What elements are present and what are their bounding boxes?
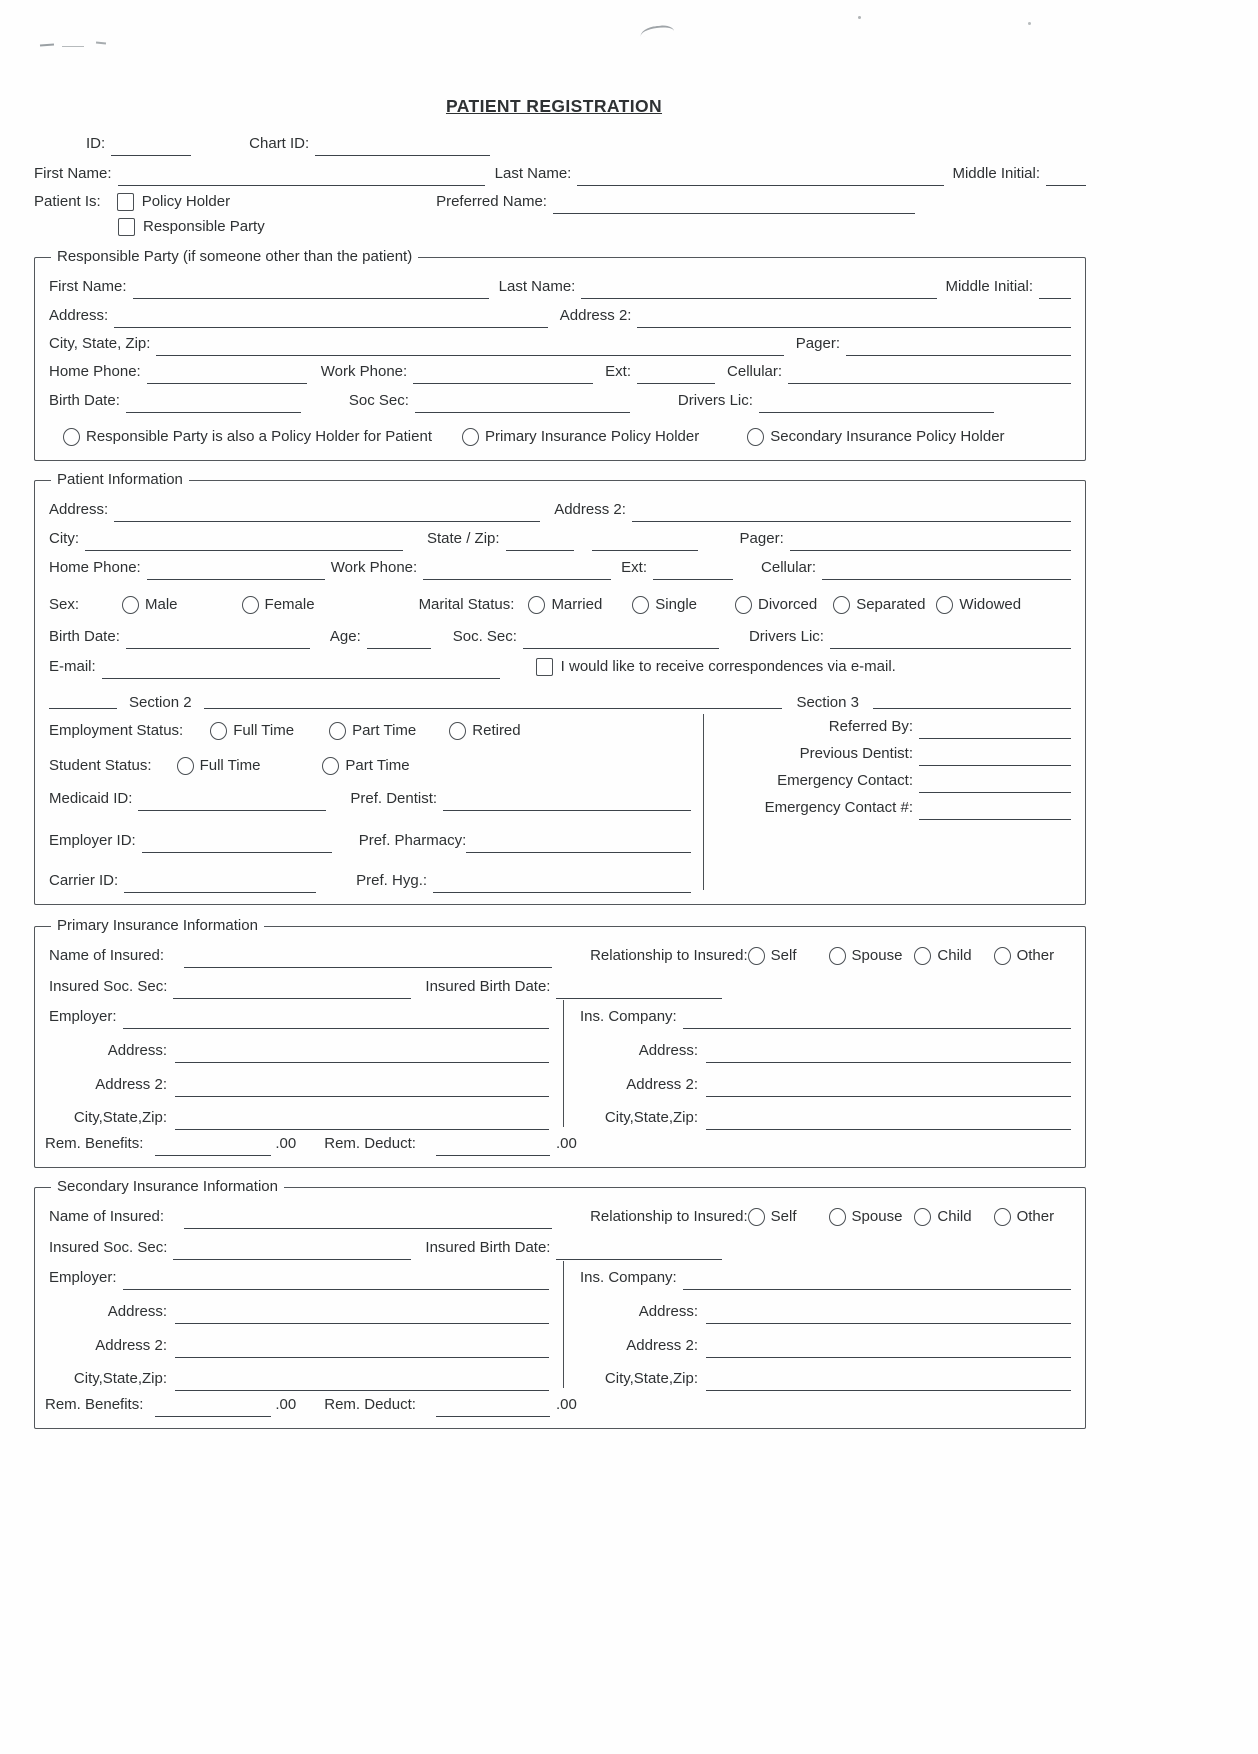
pi-age-line[interactable] — [367, 630, 431, 649]
pi-pref-pharmacy-label: Pref. Pharmacy: — [358, 832, 467, 849]
pri-relationship-spouse-label: Spouse — [851, 947, 903, 964]
sec-relationship-other-label: Other — [1016, 1208, 1055, 1225]
pi-student-fulltime-radio[interactable] — [177, 757, 194, 775]
rp-secondary-policy-holder-radio[interactable] — [747, 428, 764, 446]
chart-id-label: Chart ID: — [249, 135, 310, 152]
pri-employer-address2-label: Address 2: — [95, 1076, 167, 1093]
pri-company-address-label: Address: — [638, 1042, 698, 1059]
pi-state-zip-label: State / Zip: — [427, 530, 500, 547]
rp-birth-date-line[interactable] — [126, 394, 301, 413]
sec-company-city-state-zip-label: City,State,Zip: — [604, 1370, 698, 1387]
pi-pager-label: Pager: — [739, 530, 784, 547]
pi-marital-widowed-radio[interactable] — [936, 596, 953, 614]
pi-state-line[interactable] — [506, 532, 574, 551]
sec-rem-deduct-line[interactable] — [436, 1398, 550, 1417]
pri-insured-soc-sec-label: Insured Soc. Sec: — [49, 978, 168, 995]
pi-pref-hyg-line[interactable] — [433, 874, 691, 893]
section2-right-rule — [204, 690, 783, 709]
rp-city-state-zip-label: City, State, Zip: — [49, 335, 151, 352]
pri-company-city-state-zip-line[interactable] — [706, 1111, 1071, 1130]
pi-medicaid-id-label: Medicaid ID: — [49, 790, 133, 807]
rp-ext-line[interactable] — [637, 365, 715, 384]
responsible-party-legend: Responsible Party (if someone other than the patient) — [57, 248, 413, 265]
sec-company-address-line[interactable] — [706, 1305, 1071, 1324]
pi-cellular-label: Cellular: — [761, 559, 817, 576]
sec-company-column — [564, 1261, 1071, 1388]
responsible-party-section — [34, 248, 1086, 461]
pi-pager-line[interactable] — [790, 532, 1071, 551]
pri-insured-birth-date-line[interactable] — [556, 980, 722, 999]
pi-cellular-line[interactable] — [822, 561, 1071, 580]
pri-insured-birth-date-label: Insured Birth Date: — [425, 978, 551, 995]
pi-zip-line[interactable] — [592, 532, 698, 551]
id-label: ID: — [86, 135, 106, 152]
patient-is-label: Patient Is: — [34, 193, 101, 210]
pri-relationship-self-radio[interactable] — [748, 947, 765, 965]
pi-student-parttime-radio[interactable] — [322, 757, 339, 775]
pi-carrier-id-label: Carrier ID: — [49, 872, 119, 889]
pi-marital-separated-radio[interactable] — [833, 596, 850, 614]
chart-id-line[interactable] — [315, 137, 490, 156]
rp-home-phone-line[interactable] — [147, 365, 307, 384]
sec-employer-city-state-zip-line[interactable] — [175, 1372, 549, 1391]
section2-left-rule — [49, 690, 117, 709]
pi-employer-id-label: Employer ID: — [49, 832, 136, 849]
pri-rem-deduct-suffix: .00 — [555, 1135, 577, 1152]
sec-insured-soc-sec-line[interactable] — [173, 1241, 411, 1260]
pi-previous-dentist-label: Previous Dentist: — [799, 745, 913, 762]
pri-relationship-label: Relationship to Insured: — [590, 947, 748, 964]
sec-name-of-insured-label: Name of Insured: — [49, 1208, 165, 1225]
pri-relationship-spouse-radio[interactable] — [829, 947, 846, 965]
pi-marital-divorced-label: Divorced — [758, 596, 818, 613]
sec-employer-address2-label: Address 2: — [95, 1337, 167, 1354]
pri-rem-benefits-suffix: .00 — [275, 1135, 297, 1152]
pi-address-line[interactable] — [114, 503, 540, 522]
pi-marital-divorced-radio[interactable] — [735, 596, 752, 614]
rp-last-name-label: Last Name: — [498, 278, 576, 295]
sec-ins-company-label: Ins. Company: — [580, 1269, 677, 1286]
responsible-party-checkbox[interactable] — [118, 218, 135, 236]
pri-relationship-other-label: Other — [1016, 947, 1055, 964]
sec-company-address-label: Address: — [638, 1303, 698, 1320]
preferred-name-line[interactable] — [553, 195, 915, 214]
pi-city-line[interactable] — [85, 532, 403, 551]
first-name-label: First Name: — [34, 165, 112, 182]
sec-insured-soc-sec-label: Insured Soc. Sec: — [49, 1239, 168, 1256]
sec-relationship-child-label: Child — [937, 1208, 972, 1225]
pi-employment-parttime-radio[interactable] — [329, 722, 346, 740]
pi-marital-widowed-label: Widowed — [959, 596, 1022, 613]
last-name-line[interactable] — [577, 167, 944, 186]
rp-pager-label: Pager: — [795, 335, 840, 352]
rp-primary-policy-holder-label: Primary Insurance Policy Holder — [485, 428, 700, 445]
pri-company-address2-line[interactable] — [706, 1078, 1071, 1097]
pi-drivers-lic-label: Drivers Lic: — [748, 628, 824, 645]
pi-pref-hyg-label: Pref. Hyg.: — [356, 872, 428, 889]
secondary-insurance-columns — [49, 1261, 1071, 1388]
rp-middle-initial-line[interactable] — [1039, 280, 1071, 299]
rp-soc-sec-line[interactable] — [415, 394, 630, 413]
pi-marital-married-radio[interactable] — [528, 596, 545, 614]
pi-pref-pharmacy-line[interactable] — [466, 834, 691, 853]
pi-marital-status-label: Marital Status: — [418, 596, 515, 613]
sec-employer-address-label: Address: — [107, 1303, 167, 1320]
rp-soc-sec-label: Soc Sec: — [348, 392, 409, 409]
rp-address2-label: Address 2: — [559, 307, 632, 324]
sec-employer-city-state-zip-label: City,State,Zip: — [73, 1370, 167, 1387]
sec-relationship-self-label: Self — [770, 1208, 797, 1225]
sec-relationship-other-radio[interactable] — [994, 1208, 1011, 1226]
scan-artifact — [40, 44, 54, 47]
policy-holder-checkbox[interactable] — [117, 193, 134, 211]
sec-employer-column — [49, 1261, 563, 1388]
pi-sex-male-label: Male — [145, 596, 178, 613]
pi-marital-single-radio[interactable] — [632, 596, 649, 614]
pi-ext-label: Ext: — [621, 559, 648, 576]
pri-company-city-state-zip-label: City,State,Zip: — [604, 1109, 698, 1126]
id-line[interactable] — [111, 137, 191, 156]
sec-rem-benefits-suffix: .00 — [275, 1396, 297, 1413]
last-name-label: Last Name: — [494, 165, 572, 182]
secondary-insurance-section — [34, 1178, 1086, 1429]
pi-marital-separated-label: Separated — [856, 596, 926, 613]
preferred-name-label: Preferred Name: — [436, 193, 547, 210]
pi-medicaid-id-line[interactable] — [138, 792, 326, 811]
sec-relationship-spouse-label: Spouse — [851, 1208, 903, 1225]
sec-ins-company-line[interactable] — [683, 1271, 1071, 1290]
page-title: PATIENT REGISTRATION — [445, 96, 663, 116]
pri-rem-benefits-label: Rem. Benefits: — [45, 1135, 144, 1152]
sec-insured-birth-date-label: Insured Birth Date: — [425, 1239, 551, 1256]
rp-work-phone-line[interactable] — [413, 365, 593, 384]
pi-pref-dentist-line[interactable] — [443, 792, 691, 811]
rp-work-phone-label: Work Phone: — [320, 363, 408, 380]
patient-information-legend: Patient Information — [57, 471, 183, 488]
responsible-party-option-label: Responsible Party — [143, 218, 265, 235]
rp-address-label: Address: — [49, 307, 109, 324]
pi-age-label: Age: — [329, 628, 361, 645]
pi-sex-female-radio[interactable] — [242, 596, 259, 614]
pi-previous-dentist-line[interactable] — [919, 747, 1071, 766]
pi-soc-sec-line[interactable] — [523, 630, 719, 649]
rp-drivers-lic-label: Drivers Lic: — [677, 392, 753, 409]
pi-address-label: Address: — [49, 501, 109, 518]
rp-cellular-line[interactable] — [788, 365, 1071, 384]
pri-employer-column — [49, 1000, 563, 1127]
rp-first-name-label: First Name: — [49, 278, 127, 295]
sec-company-address2-label: Address 2: — [626, 1337, 698, 1354]
first-name-line[interactable] — [118, 167, 485, 186]
pi-marital-married-label: Married — [551, 596, 603, 613]
pi-city-label: City: — [49, 530, 79, 547]
pi-ext-line[interactable] — [653, 561, 733, 580]
sec-company-city-state-zip-line[interactable] — [706, 1372, 1071, 1391]
sec-rem-benefits-line[interactable] — [155, 1398, 271, 1417]
rp-birth-date-label: Birth Date: — [49, 392, 120, 409]
section3-label: Section 3 — [796, 694, 859, 711]
pi-referred-by-label: Referred By: — [828, 718, 913, 735]
pi-employer-id-line[interactable] — [142, 834, 332, 853]
sec-name-of-insured-line[interactable] — [184, 1210, 552, 1229]
sec-employer-label: Employer: — [49, 1269, 117, 1286]
pi-sex-label: Sex: — [49, 596, 80, 613]
middle-initial-line[interactable] — [1046, 167, 1086, 186]
pi-carrier-id-line[interactable] — [124, 874, 316, 893]
rp-last-name-line[interactable] — [581, 280, 937, 299]
scan-artifact — [858, 16, 861, 19]
pi-work-phone-line[interactable] — [423, 561, 611, 580]
pi-address2-line[interactable] — [632, 503, 1071, 522]
pi-birth-date-line[interactable] — [126, 630, 310, 649]
sec-relationship-child-radio[interactable] — [914, 1208, 931, 1226]
section2-label: Section 2 — [129, 694, 192, 711]
pri-company-address-line[interactable] — [706, 1044, 1071, 1063]
pi-employment-status-label: Employment Status: — [49, 722, 184, 739]
primary-insurance-columns — [49, 1000, 1071, 1127]
pi-email-optin-checkbox[interactable] — [536, 658, 553, 676]
pri-rem-benefits-line[interactable] — [155, 1137, 271, 1156]
pi-email-line[interactable] — [102, 660, 500, 679]
pi-soc-sec-label: Soc. Sec: — [452, 628, 517, 645]
rp-pager-line[interactable] — [846, 337, 1071, 356]
secondary-insurance-legend: Secondary Insurance Information — [57, 1178, 278, 1195]
pri-company-column — [564, 1000, 1071, 1127]
pri-ins-company-label: Ins. Company: — [580, 1008, 677, 1025]
pi-student-status-label: Student Status: — [49, 757, 152, 774]
pri-name-of-insured-label: Name of Insured: — [49, 947, 165, 964]
scan-artifact — [640, 24, 675, 37]
pri-name-of-insured-line[interactable] — [184, 949, 552, 968]
pri-rem-deduct-line[interactable] — [436, 1137, 550, 1156]
rp-policy-holder-patient-label: Responsible Party is also a Policy Holder for Patient — [86, 428, 432, 445]
rp-drivers-lic-line[interactable] — [759, 394, 994, 413]
sec-rem-deduct-suffix: .00 — [555, 1396, 577, 1413]
pi-employment-fulltime-label: Full Time — [233, 722, 295, 739]
pi-student-parttime-label: Part Time — [345, 757, 410, 774]
pi-employment-fulltime-radio[interactable] — [210, 722, 227, 740]
pri-employer-address2-line[interactable] — [175, 1078, 549, 1097]
rp-ext-label: Ext: — [605, 363, 632, 380]
pi-emergency-contact-label: Emergency Contact: — [777, 772, 913, 789]
pri-employer-address-label: Address: — [107, 1042, 167, 1059]
rp-policy-holder-patient-radio[interactable] — [63, 428, 80, 446]
pi-employment-parttime-label: Part Time — [352, 722, 417, 739]
pi-pref-dentist-label: Pref. Dentist: — [350, 790, 438, 807]
rp-cellular-label: Cellular: — [727, 363, 783, 380]
scan-artifact — [1028, 22, 1031, 25]
sec-rem-benefits-label: Rem. Benefits: — [45, 1396, 144, 1413]
primary-insurance-legend: Primary Insurance Information — [57, 917, 258, 934]
patient-information-section — [34, 471, 1086, 905]
pi-employment-retired-label: Retired — [472, 722, 521, 739]
section3-right-rule — [873, 690, 1071, 709]
sec-company-address2-line[interactable] — [706, 1339, 1071, 1358]
pri-employer-city-state-zip-label: City,State,Zip: — [73, 1109, 167, 1126]
pi-emergency-contact-number-line[interactable] — [919, 801, 1071, 820]
rp-address2-line[interactable] — [637, 309, 1071, 328]
pi-email-label: E-mail: — [49, 658, 96, 675]
pri-employer-city-state-zip-line[interactable] — [175, 1111, 549, 1130]
pi-marital-single-label: Single — [655, 596, 697, 613]
middle-initial-label: Middle Initial: — [952, 165, 1041, 182]
section3-column — [704, 714, 1071, 890]
section2-column — [49, 714, 703, 890]
rp-primary-policy-holder-radio[interactable] — [462, 428, 479, 446]
primary-insurance-section — [34, 917, 1086, 1168]
pi-referred-by-line[interactable] — [919, 720, 1071, 739]
scan-artifact — [62, 46, 84, 47]
sec-relationship-self-radio[interactable] — [748, 1208, 765, 1226]
pri-ins-company-line[interactable] — [683, 1010, 1071, 1029]
section2-section3-columns — [49, 714, 1071, 890]
policy-holder-option-label: Policy Holder — [141, 193, 231, 210]
pri-employer-line[interactable] — [123, 1010, 549, 1029]
pri-company-address2-label: Address 2: — [626, 1076, 698, 1093]
pi-birth-date-label: Birth Date: — [49, 628, 120, 645]
pri-insured-soc-sec-line[interactable] — [173, 980, 411, 999]
rp-secondary-policy-holder-label: Secondary Insurance Policy Holder — [770, 428, 1005, 445]
pri-relationship-child-label: Child — [937, 947, 972, 964]
rp-first-name-line[interactable] — [133, 280, 489, 299]
pi-sex-male-radio[interactable] — [122, 596, 139, 614]
sec-relationship-spouse-radio[interactable] — [829, 1208, 846, 1226]
pi-sex-female-label: Female — [264, 596, 315, 613]
pri-rem-deduct-label: Rem. Deduct: — [324, 1135, 416, 1152]
sec-rem-deduct-label: Rem. Deduct: — [324, 1396, 416, 1413]
sec-employer-address-line[interactable] — [175, 1305, 549, 1324]
pi-home-phone-label: Home Phone: — [49, 559, 141, 576]
sec-insured-birth-date-line[interactable] — [556, 1241, 722, 1260]
rp-home-phone-label: Home Phone: — [49, 363, 141, 380]
sec-employer-line[interactable] — [123, 1271, 549, 1290]
rp-city-state-zip-line[interactable] — [156, 337, 783, 356]
pi-work-phone-label: Work Phone: — [330, 559, 418, 576]
pri-employer-address-line[interactable] — [175, 1044, 549, 1063]
pi-emergency-contact-number-label: Emergency Contact #: — [764, 799, 913, 816]
pi-email-optin-label: I would like to receive correspondences via e-mail. — [560, 658, 896, 675]
rp-middle-initial-label: Middle Initial: — [945, 278, 1034, 295]
rp-address-line[interactable] — [114, 309, 548, 328]
pi-drivers-lic-line[interactable] — [830, 630, 1071, 649]
sec-employer-address2-line[interactable] — [175, 1339, 549, 1358]
pi-employment-retired-radio[interactable] — [449, 722, 466, 740]
pri-relationship-child-radio[interactable] — [914, 947, 931, 965]
pri-employer-label: Employer: — [49, 1008, 117, 1025]
pri-relationship-self-label: Self — [770, 947, 797, 964]
scan-artifact — [96, 41, 106, 44]
pi-address2-label: Address 2: — [554, 501, 626, 518]
sec-relationship-label: Relationship to Insured: — [590, 1208, 748, 1225]
pi-emergency-contact-line[interactable] — [919, 774, 1071, 793]
pi-student-fulltime-label: Full Time — [199, 757, 261, 774]
pri-relationship-other-radio[interactable] — [994, 947, 1011, 965]
pi-home-phone-line[interactable] — [147, 561, 325, 580]
